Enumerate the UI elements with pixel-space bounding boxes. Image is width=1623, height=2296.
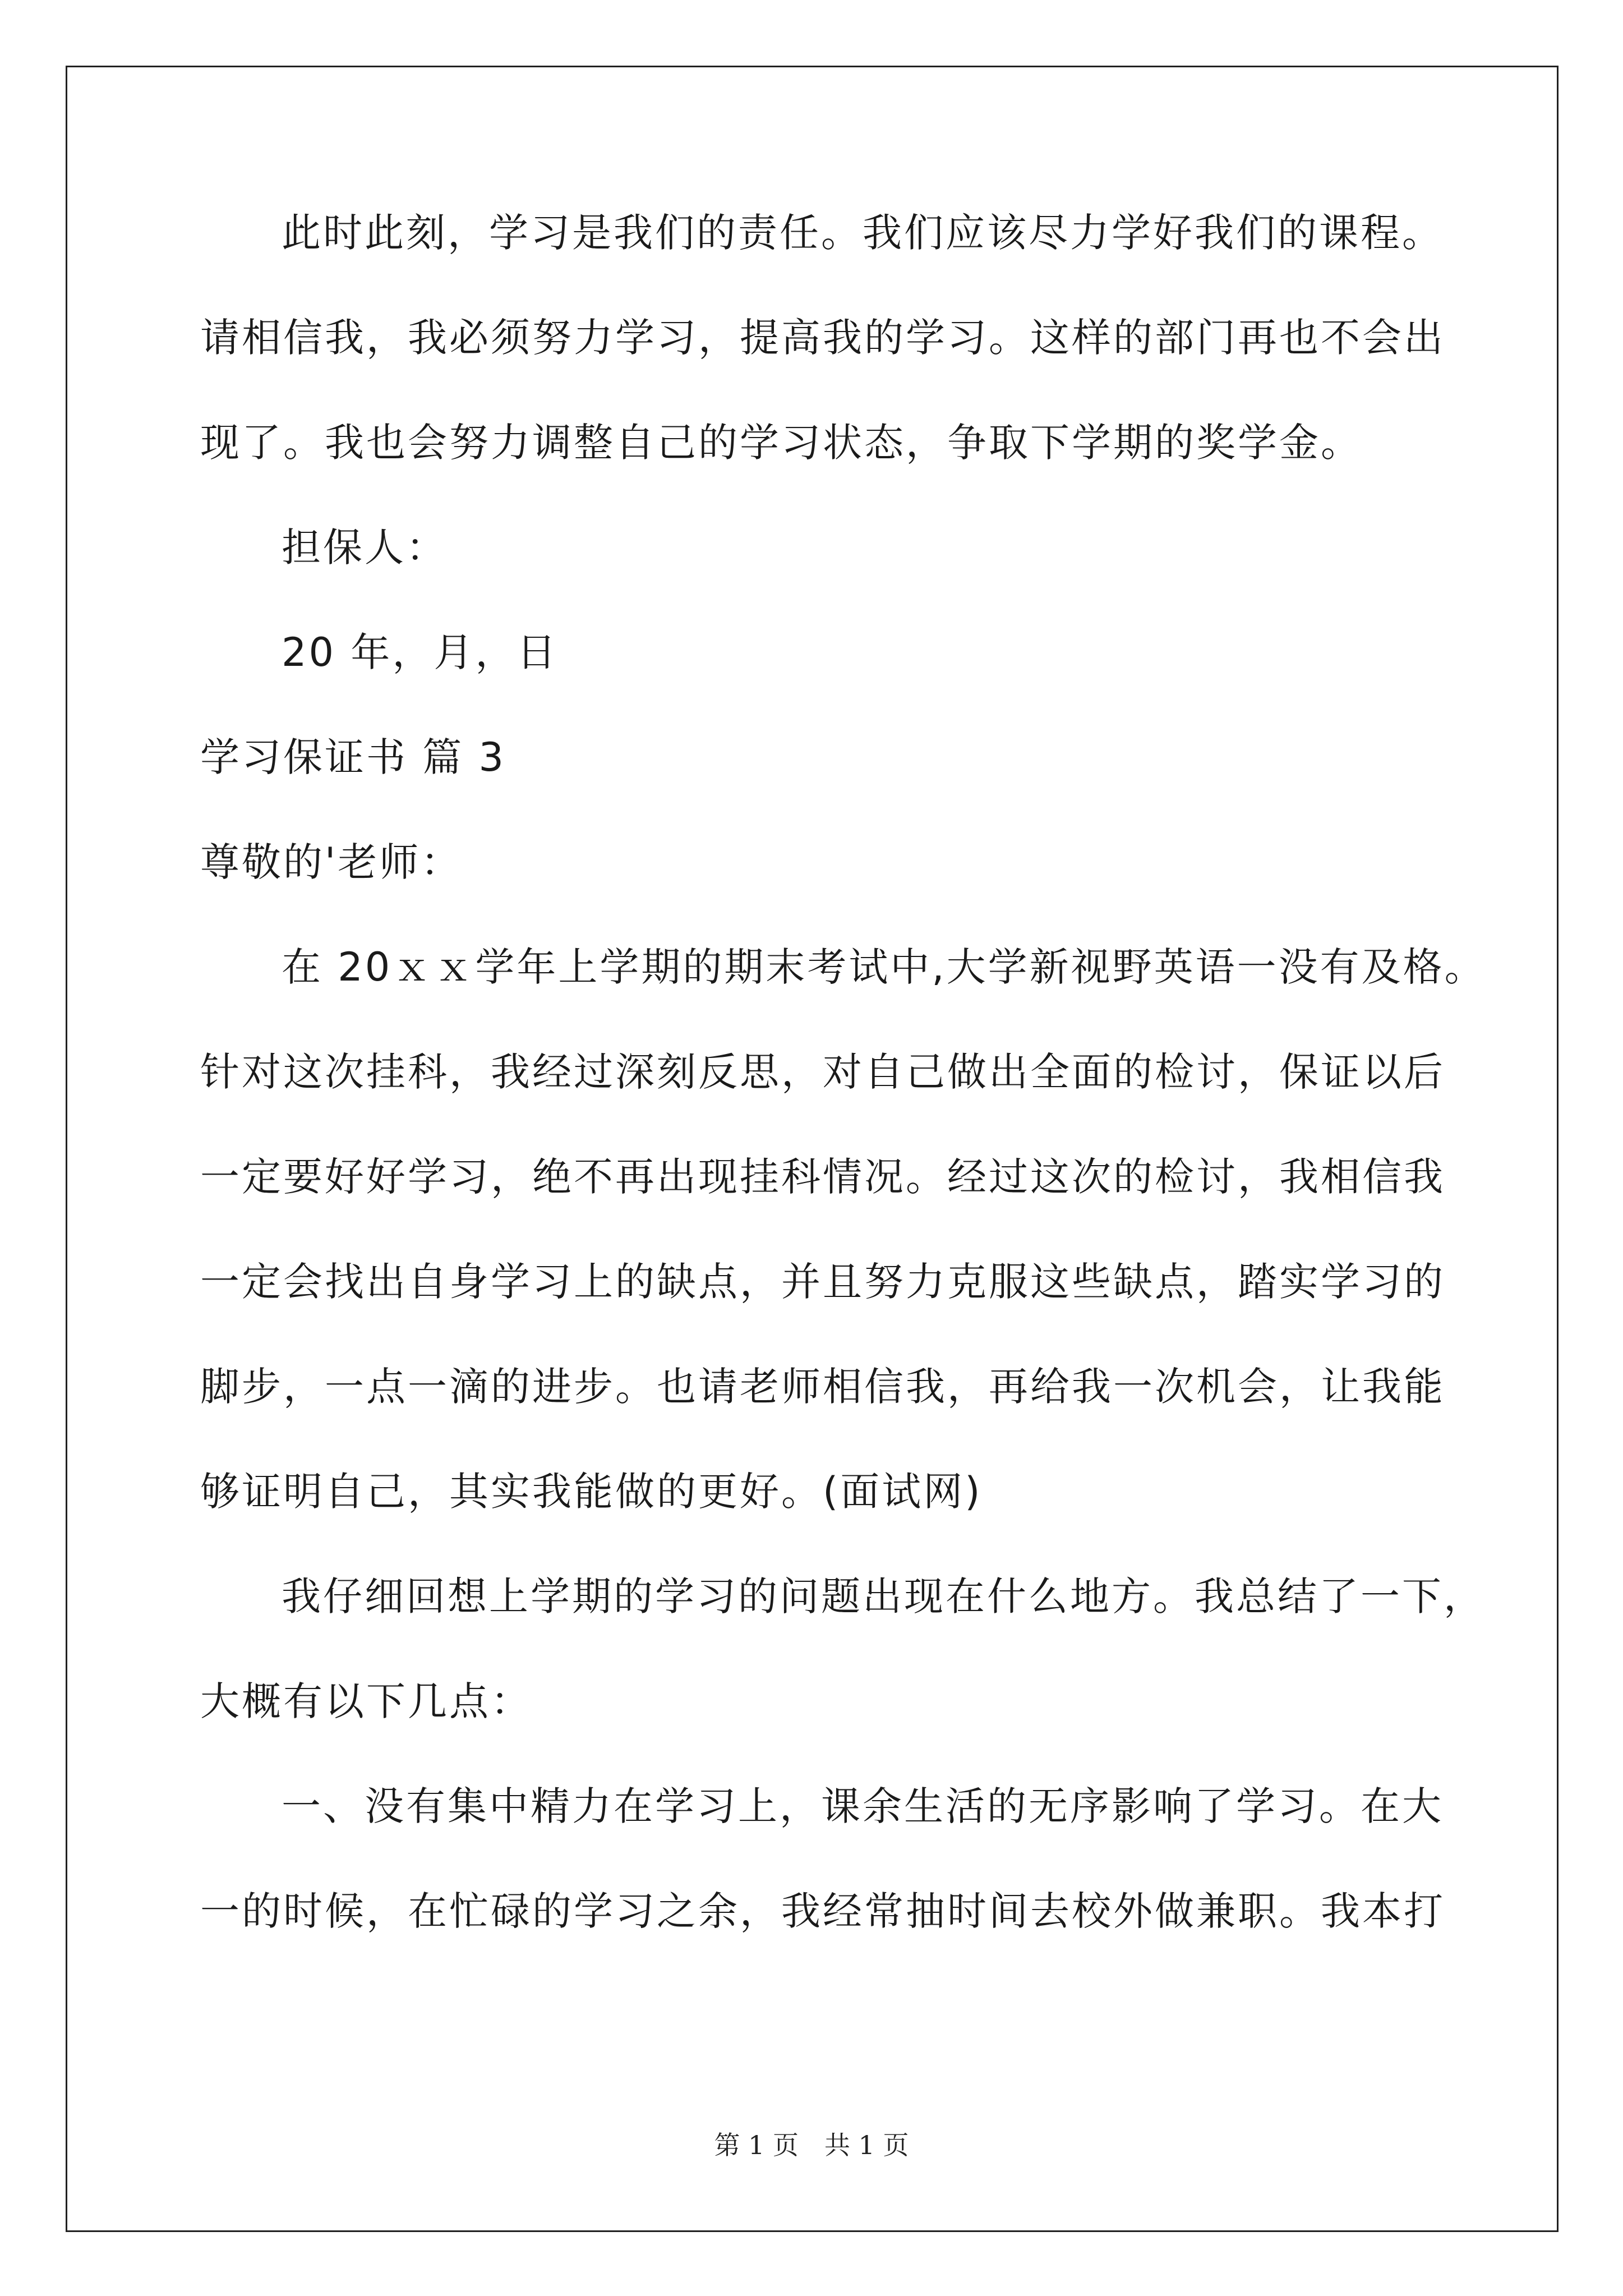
paragraph-line: 脚步，一点一滴的进步。也请老师相信我，再给我一次机会，让我能 xyxy=(200,1364,1445,1410)
paragraph-line: 一定要好好学习，绝不再出现挂科情况。经过这次的检讨，我相信我 xyxy=(200,1154,1445,1200)
paragraph-line: 大概有以下几点： xyxy=(200,1678,532,1724)
paragraph-line: 针对这次挂科，我经过深刻反思，对自己做出全面的检讨，保证以后 xyxy=(200,1049,1445,1095)
page-number-footer: 第 1 页 共 1 页 xyxy=(714,2130,909,2160)
salutation: 尊敬的'老师： xyxy=(200,839,463,885)
section-title: 学习保证书 篇 3 xyxy=(200,734,506,780)
paragraph-line: 一定会找出自身学习上的缺点，并且努力克服这些缺点，踏实学习的 xyxy=(200,1259,1445,1305)
paragraph-line: 一的时候，在忙碌的学习之余，我经常抽时间去校外做兼职。我本打 xyxy=(200,1888,1445,1934)
date-line: 20 年，月，日 xyxy=(282,629,559,675)
paragraph-line: 够证明自己，其实我能做的更好。(面试网) xyxy=(200,1469,983,1515)
paragraph-line: 在 20ｘｘ学年上学期的期末考试中,大学新视野英语一没有及格。 xyxy=(282,944,1486,990)
paragraph-line: 现了。我也会努力调整自己的学习状态，争取下学期的奖学金。 xyxy=(200,420,1362,466)
guarantor-label: 担保人： xyxy=(282,524,448,570)
paragraph-line: 此时此刻，学习是我们的责任。我们应该尽力学好我们的课程。 xyxy=(282,210,1444,256)
paragraph-line: 我仔细回想上学期的学习的问题出现在什么地方。我总结了一下， xyxy=(282,1573,1485,1619)
paragraph-line: 一、没有集中精力在学习上，课余生活的无序影响了学习。在大 xyxy=(282,1783,1444,1829)
paragraph-line: 请相信我，我必须努力学习，提高我的学习。这样的部门再也不会出 xyxy=(200,315,1445,361)
